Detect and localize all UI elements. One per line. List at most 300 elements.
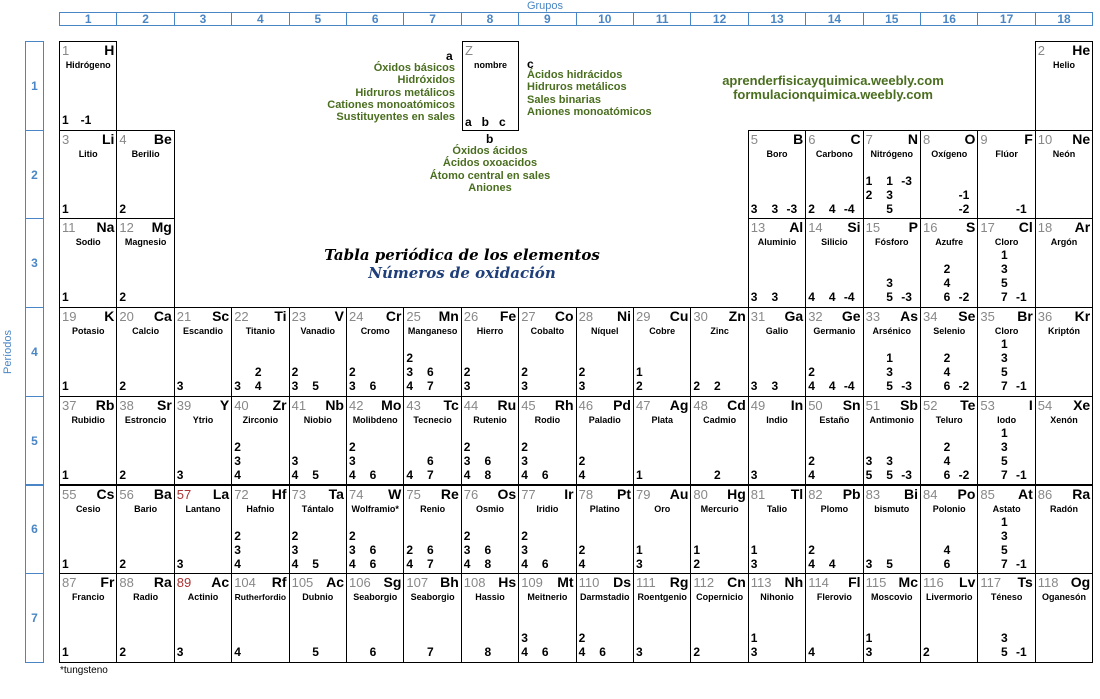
oxidation-number: 3: [521, 379, 528, 394]
oxidation-states: [117, 131, 173, 219]
atomic-number: 104: [234, 575, 256, 591]
oxidation-states: [60, 131, 116, 219]
element-cell-ge-32: [805, 307, 863, 397]
oxidation-number: 4: [808, 645, 815, 660]
footnote: *tungsteno: [60, 665, 108, 676]
oxidation-states: [404, 308, 460, 396]
element-symbol: Mg: [151, 219, 172, 236]
oxidation-number: 5: [312, 556, 319, 571]
element-symbol: Te: [960, 396, 976, 413]
element-name: Dubnio: [302, 592, 334, 603]
atomic-number: 107: [406, 575, 429, 591]
oxidation-number: 5: [886, 290, 893, 305]
element-symbol: Si: [847, 219, 861, 236]
oxidation-number: 7: [1001, 467, 1008, 482]
element-name: Cromo: [360, 326, 390, 337]
element-symbol: Hg: [727, 485, 746, 502]
oxidation-number: 2: [406, 542, 414, 557]
element-name: Ytrio: [192, 414, 214, 425]
element-cell-te-52: [920, 396, 978, 486]
element-cell-w-74: [346, 485, 404, 575]
element-symbol: Br: [1017, 308, 1033, 325]
oxidation-states: [691, 308, 747, 396]
element-symbol: Mo: [381, 396, 402, 413]
element-cell-sr-38: [116, 396, 174, 486]
oxidation-states: [404, 574, 460, 662]
oxidation-number: 3: [1001, 262, 1008, 277]
element-name: Mercurio: [700, 503, 739, 514]
element-cell-ds-110: [576, 573, 634, 663]
element-name: Potasio: [71, 326, 105, 337]
oxidation-number: 2: [578, 631, 586, 646]
oxidation-number: 2: [119, 290, 127, 305]
oxidation-states: [404, 486, 460, 574]
element-cell-ba-56: [116, 485, 174, 575]
oxidation-states: [806, 219, 862, 307]
period-number-1: 1: [25, 41, 44, 131]
atomic-number: 7: [865, 131, 873, 147]
atomic-number: 88: [119, 575, 134, 591]
element-name: Plata: [651, 414, 673, 425]
element-symbol: La: [212, 485, 230, 502]
oxidation-number: -1: [1016, 645, 1027, 660]
oxidation-number: 4: [349, 467, 356, 482]
legend-abc: a b c: [465, 115, 506, 129]
atomic-number: 36: [1037, 309, 1053, 325]
oxidation-number: 2: [521, 439, 528, 454]
element-name: Hafnio: [246, 503, 275, 514]
oxidation-number: 3: [1001, 351, 1008, 366]
oxidation-states: [519, 486, 575, 574]
element-cell-k-19: [59, 307, 117, 397]
link-formulacion[interactable]: formulacionquimica.weebly.com: [733, 87, 933, 102]
element-symbol: Ta: [328, 485, 344, 502]
oxidation-number: 4: [254, 379, 262, 394]
atomic-number: 35: [980, 309, 995, 325]
element-symbol: Zn: [728, 308, 746, 325]
oxidation-states: [749, 486, 805, 574]
legend-item: Átomo central en sales: [429, 169, 551, 182]
oxidation-number: 4: [943, 542, 951, 557]
element-name: Darmstadio: [580, 592, 630, 603]
oxidation-states: [921, 131, 977, 219]
element-name: Escandio: [182, 326, 223, 337]
element-name: Bario: [134, 503, 158, 514]
oxidation-number: 4: [828, 201, 836, 216]
oxidation-states: [347, 574, 403, 662]
element-symbol: B: [793, 130, 804, 147]
oxidation-number: -2: [958, 379, 970, 394]
element-symbol: W: [388, 485, 402, 502]
oxidation-number: 2: [119, 467, 127, 482]
oxidation-number: -1: [958, 187, 970, 202]
oxidation-number: 2: [463, 528, 471, 543]
element-cell-mn-25: [403, 307, 461, 397]
legend-a-letter: a: [446, 49, 453, 63]
element-cell-cd-48: [690, 396, 748, 486]
element-name: Plomo: [820, 503, 849, 514]
oxidation-number: -3: [901, 379, 912, 394]
element-name: Selenio: [933, 326, 966, 337]
element-name: Indio: [766, 414, 788, 425]
atomic-number: 47: [636, 397, 651, 413]
element-cell-ga-31: [748, 307, 806, 397]
element-name: Oro: [654, 503, 671, 514]
atomic-number: 23: [291, 309, 307, 325]
atomic-number: 26: [463, 309, 479, 325]
oxidation-number: 2: [693, 645, 701, 660]
atomic-number: 14: [808, 220, 823, 236]
oxidation-states: [864, 219, 920, 307]
oxidation-number: 1: [750, 542, 758, 557]
element-cell-be-4: [116, 130, 174, 220]
element-symbol: Ra: [153, 574, 172, 591]
oxidation-states: [117, 308, 173, 396]
element-name: Germanio: [813, 326, 856, 337]
element-symbol: Fe: [499, 308, 517, 325]
element-name: Osmio: [475, 503, 504, 514]
oxidation-number: 1: [886, 351, 893, 366]
element-cell-pb-82: [805, 485, 863, 575]
periods-label: Períodos: [2, 329, 15, 375]
oxidation-number: 4: [406, 556, 414, 571]
legend-item: Óxidos básicos: [373, 62, 455, 74]
element-cell-pt-78: [576, 485, 634, 575]
element-name: Cesio: [75, 503, 101, 514]
element-cell-mc-115: [863, 573, 921, 663]
group-number-18: 18: [1035, 12, 1093, 26]
element-name: Calcio: [132, 326, 160, 337]
element-cell-mg-12: [116, 218, 174, 308]
oxidation-number: 4: [463, 556, 471, 571]
element-cell-na-11: [59, 218, 117, 308]
atomic-number: 117: [980, 575, 1002, 591]
atomic-number: 78: [578, 486, 594, 502]
element-symbol: Co: [554, 308, 574, 325]
oxidation-number: 5: [1001, 542, 1008, 557]
oxidation-number: 7: [1001, 379, 1008, 394]
oxidation-number: 3: [865, 556, 873, 571]
oxidation-number: 3: [578, 379, 586, 394]
oxidation-number: 1: [62, 290, 69, 305]
oxidation-number: -3: [901, 173, 912, 188]
element-name: Argón: [1050, 237, 1078, 248]
oxidation-number: 3: [1001, 439, 1008, 454]
element-cell-s-16: [920, 218, 978, 308]
element-name: Kriptón: [1047, 326, 1080, 337]
element-cell-lv-116: [920, 573, 978, 663]
element-cell-se-34: [920, 307, 978, 397]
oxidation-number: 2: [119, 645, 127, 660]
atomic-number: 40: [234, 397, 249, 413]
oxidation-number: 6: [369, 379, 377, 394]
oxidation-number: 2: [349, 365, 356, 380]
period-number-2: 2: [25, 130, 44, 220]
element-name: Tántalo: [301, 503, 334, 514]
element-cell-at-85: [977, 485, 1035, 575]
element-symbol: Rg: [669, 574, 689, 591]
oxidation-number: -4: [843, 201, 855, 216]
oxidation-number: 2: [923, 645, 930, 660]
legend-item: Ácidos hidrácidos: [527, 69, 623, 81]
oxidation-states: [462, 397, 518, 485]
group-number-4: 4: [231, 12, 289, 26]
oxidation-number: 2: [349, 528, 356, 543]
atomic-number: 49: [750, 397, 766, 413]
element-name: Iridio: [536, 503, 559, 514]
oxidation-number: 4: [828, 379, 836, 394]
legend-item: Cationes monoatómicos: [327, 98, 455, 111]
element-cell-ra-86: [1035, 485, 1093, 575]
element-name: Hassio: [475, 592, 505, 603]
oxidation-number: 4: [291, 467, 299, 482]
element-cell-b-5: [748, 130, 806, 220]
oxidation-number: 3: [886, 187, 893, 202]
element-symbol: F: [1024, 130, 1033, 147]
element-symbol: Bi: [903, 485, 918, 502]
element-symbol: Ac: [326, 574, 344, 591]
oxidation-number: 3: [291, 542, 299, 557]
atomic-number: 5: [750, 131, 759, 147]
oxidation-number: -1: [1016, 290, 1027, 305]
element-cell-v-23: [289, 307, 347, 397]
element-cell-n-7: [863, 130, 921, 220]
oxidation-number: 3: [750, 290, 758, 305]
oxidation-states: [864, 131, 920, 219]
oxidation-number: 2: [291, 365, 299, 380]
atomic-number: 30: [693, 309, 708, 325]
atomic-number: 44: [463, 397, 479, 413]
group-number-9: 9: [518, 12, 576, 26]
element-name: Rubidio: [71, 414, 105, 425]
atomic-number: 72: [234, 486, 249, 502]
element-cell-in-49: [748, 396, 806, 486]
element-name: Aluminio: [757, 237, 797, 248]
oxidation-number: 4: [234, 556, 241, 571]
oxidation-number: 2: [119, 556, 127, 571]
element-name: Molibdeno: [352, 414, 398, 425]
element-cell-nb-41: [289, 396, 347, 486]
oxidation-number: 4: [808, 467, 815, 482]
atomic-number: 81: [750, 486, 766, 502]
atomic-number: 79: [636, 486, 651, 502]
oxidation-states: [462, 574, 518, 662]
oxidation-number: 1: [636, 542, 643, 557]
atomic-number: 21: [176, 309, 192, 325]
element-cell-tc-43: [403, 396, 461, 486]
oxidation-states: [290, 486, 346, 574]
element-symbol: Fr: [100, 574, 115, 591]
link-aprenderfisica[interactable]: aprenderfisicayquimica.weebly.com: [722, 73, 944, 88]
element-cell-rg-111: [633, 573, 691, 663]
element-cell-o-8: [920, 130, 978, 220]
oxidation-number: 2: [943, 439, 951, 454]
oxidation-number: 1: [1001, 425, 1008, 440]
element-cell-rf-104: [231, 573, 289, 663]
element-symbol: Og: [1070, 574, 1091, 591]
oxidation-number: 3: [636, 645, 643, 660]
oxidation-number: 2: [943, 262, 951, 277]
element-cell-ne-10: [1035, 130, 1093, 220]
element-name: Vanadio: [300, 326, 336, 337]
element-symbol: Cl: [1018, 219, 1033, 236]
oxidation-number: 5: [312, 645, 319, 660]
oxidation-number: 6: [943, 467, 951, 482]
element-name: Radón: [1049, 503, 1078, 514]
oxidation-number: 3: [234, 453, 241, 468]
oxidation-number: 4: [578, 645, 586, 660]
element-name: Xenón: [1050, 414, 1078, 425]
oxidation-number: 2: [578, 542, 586, 557]
element-name: Paladio: [588, 414, 621, 425]
atomic-number: 54: [1037, 397, 1053, 413]
element-name: Neón: [1052, 148, 1076, 159]
element-cell-cr-24: [346, 307, 404, 397]
oxidation-number: 3: [234, 542, 241, 557]
element-symbol: Al: [789, 219, 804, 236]
element-cell-y-39: [174, 396, 232, 486]
oxidation-states: [290, 397, 346, 485]
oxidation-number: 5: [312, 467, 319, 482]
atomic-number: 105: [291, 575, 314, 591]
oxidation-number: 7: [1001, 556, 1008, 571]
oxidation-number: -1: [1016, 379, 1027, 394]
atomic-number: 2: [1037, 43, 1046, 58]
atomic-number: 74: [349, 486, 364, 502]
atomic-number: 25: [406, 309, 421, 325]
oxidation-number: 8: [484, 467, 492, 482]
oxidation-number: 4: [463, 467, 471, 482]
oxidation-states: [117, 397, 173, 485]
element-symbol: He: [1072, 42, 1091, 58]
atomic-number: 18: [1037, 220, 1053, 236]
element-name: Hidrógeno: [65, 60, 111, 70]
oxidation-number: 4: [943, 453, 951, 468]
oxidation-number: 5: [886, 467, 893, 482]
oxidation-states: [634, 397, 690, 485]
oxidation-number: 6: [369, 542, 377, 557]
element-symbol: Se: [958, 308, 976, 325]
oxidation-number: 3: [291, 453, 299, 468]
oxidation-states: [519, 308, 575, 396]
element-symbol: Pt: [616, 485, 631, 502]
oxidation-states: [691, 486, 747, 574]
atomic-number: 111: [636, 575, 656, 591]
oxidation-states: [232, 397, 288, 485]
oxidation-number: 3: [176, 556, 184, 571]
atomic-number: 28: [578, 309, 594, 325]
element-name: Antimonio: [869, 414, 915, 425]
element-name: Silicio: [821, 237, 848, 248]
element-symbol: At: [1018, 485, 1033, 502]
element-name: Platino: [589, 503, 620, 514]
element-symbol: Cr: [385, 308, 402, 325]
oxidation-number: 3: [176, 379, 184, 394]
oxidation-number: 2: [636, 379, 643, 394]
period-number-6: 6: [25, 485, 44, 575]
element-name: Moscovio: [871, 592, 913, 603]
period-number-7: 7: [25, 573, 44, 663]
element-symbol: Sb: [900, 396, 918, 413]
element-name: Cobalto: [530, 326, 565, 337]
oxidation-number: 3: [771, 290, 779, 305]
element-symbol: In: [790, 396, 804, 413]
element-cell-he-2: [1035, 41, 1093, 131]
atomic-number: 17: [980, 220, 995, 236]
legend-key-cell: [462, 41, 519, 131]
oxidation-number: 2: [714, 379, 721, 394]
oxidation-states: [978, 308, 1034, 396]
element-symbol: Tl: [790, 485, 804, 502]
atomic-number: 77: [521, 486, 536, 502]
element-cell-hs-108: [461, 573, 519, 663]
oxidation-number: 3: [176, 467, 184, 482]
oxidation-states: [806, 574, 862, 662]
element-symbol: Sc: [212, 308, 230, 325]
oxidation-states: [577, 397, 633, 485]
element-cell-cs-55: [59, 485, 117, 575]
atomic-number: 41: [291, 397, 307, 413]
oxidation-number: 2: [234, 528, 241, 543]
oxidation-number: 2: [578, 453, 586, 468]
atomic-number: 42: [349, 397, 364, 413]
atomic-number: 39: [176, 397, 192, 413]
atomic-number: 76: [463, 486, 479, 502]
oxidation-number: 2: [808, 365, 815, 380]
oxidation-number: 3: [234, 379, 241, 394]
oxidation-states: [978, 486, 1034, 574]
legend-item: Aniones monoatómicos: [527, 105, 652, 118]
element-cell-fl-114: [805, 573, 863, 663]
element-name: Azufre: [935, 237, 964, 248]
element-cell-ir-77: [518, 485, 576, 575]
element-symbol: Ds: [613, 574, 631, 591]
oxidation-number: 8: [484, 645, 492, 660]
atomic-number: 12: [119, 220, 134, 236]
element-cell-po-84: [920, 485, 978, 575]
oxidation-number: 3: [750, 379, 758, 394]
oxidation-number: 3: [1001, 631, 1008, 646]
element-name: Renio: [420, 503, 446, 514]
element-name: Flerovio: [816, 592, 852, 603]
group-number-7: 7: [403, 12, 461, 26]
element-symbol: H: [104, 42, 115, 58]
element-symbol: I: [1028, 396, 1033, 413]
element-symbol: Zr: [272, 396, 287, 413]
oxidation-number: 1: [62, 379, 69, 394]
oxidation-number: 1: [1001, 514, 1008, 529]
element-name: Berilio: [131, 148, 160, 159]
atomic-number: 112: [693, 575, 715, 591]
element-cell-hg-80: [690, 485, 748, 575]
oxidation-number: 6: [484, 542, 492, 557]
atomic-number: 24: [349, 309, 364, 325]
oxidation-number: 4: [828, 290, 836, 305]
element-cell-la-57: [174, 485, 232, 575]
element-name: Radio: [133, 592, 159, 603]
oxidation-states: [175, 486, 231, 574]
oxidation-states: [978, 574, 1034, 662]
oxidation-number: 3: [406, 365, 414, 380]
element-name: Arsénico: [872, 326, 912, 337]
atomic-number: 109: [521, 575, 543, 591]
title-line-1: Tabla periódica de los elementos: [324, 246, 600, 264]
atomic-number: 86: [1037, 486, 1053, 502]
oxidation-number: 6: [541, 556, 549, 571]
element-name: Tecnecio: [413, 414, 452, 425]
oxidation-number: 5: [1001, 453, 1008, 468]
element-name: Astato: [992, 503, 1021, 514]
